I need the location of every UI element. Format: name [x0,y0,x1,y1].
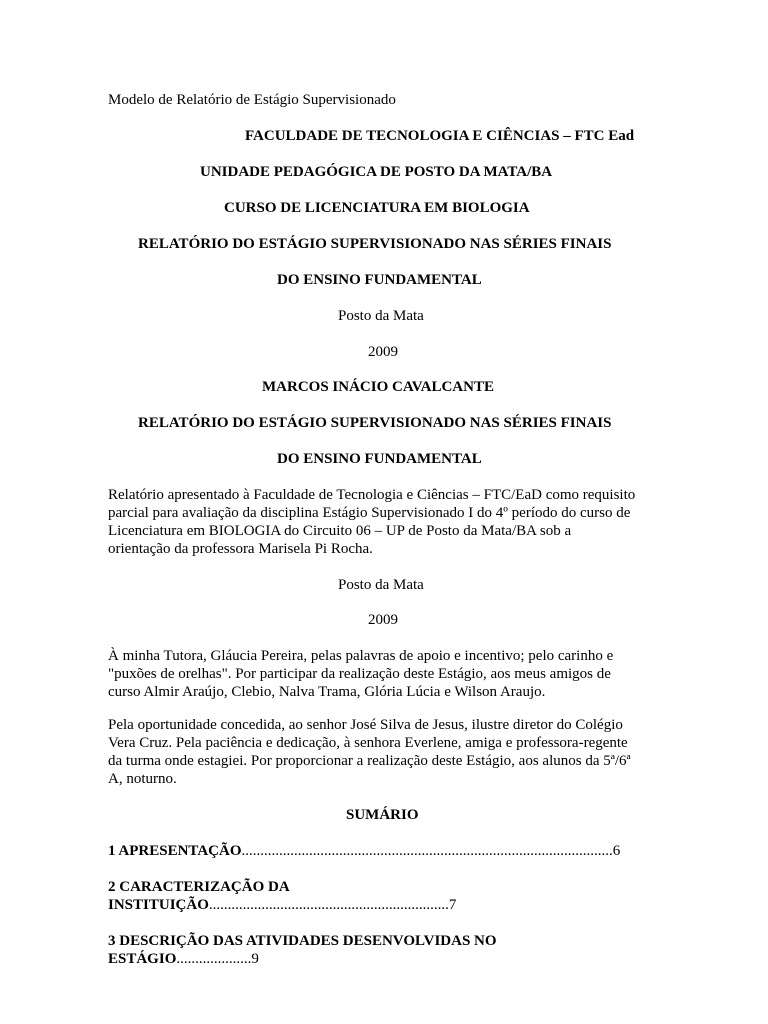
city-label-1: Posto da Mata [338,308,424,324]
presentation-line: Relatório apresentado à Faculdade de Tecnologia e Ciências – FTC/EaD como requisito [108,487,636,503]
toc-entry-page: 7 [448,897,457,913]
toc-entry-dots: .................... [176,951,252,967]
acknowledgement-line: À minha Tutora, Gláucia Pereira, pelas palavras de apoio e incentivo; pelo carinho e [108,648,614,664]
unit-heading: UNIDADE PEDAGÓGICA DE POSTO DA MATA/BA [200,164,553,180]
year-label-1: 2009 [368,344,398,360]
toc-entry-title: ESTÁGIO [108,951,177,967]
toc-entry-3-line-2[interactable] [108,950,259,968]
acknowledgement-line: Pela oportunidade concedida, ao senhor José Silva de Jesus, ilustre diretor do Colégio [108,717,623,733]
toc-entry-1[interactable] [108,842,620,860]
toc-entry-page: 9 [251,951,259,967]
report-title-line-2: DO ENSINO FUNDAMENTAL [277,272,482,288]
toc-entry-dots: ................................................................................................... [241,843,613,859]
city-label-2: Posto da Mata [338,577,424,593]
summary-heading: SUMÁRIO [346,807,419,823]
document-top-title: Modelo de Relatório de Estágio Supervisionado [108,92,396,108]
presentation-line: orientação da professora Marisela Pi Rocha. [108,541,373,557]
presentation-line: Licenciatura em BIOLOGIA do Circuito 06 – UP de Posto da Mata/BA sob a [108,523,572,539]
toc-entry-2-line-1[interactable] [108,878,290,896]
year-label-2: 2009 [368,612,398,628]
report-title-line-4: DO ENSINO FUNDAMENTAL [277,451,482,467]
toc-entry-3-line-1[interactable] [108,932,497,950]
acknowledgement-line: "puxões de orelhas". Por participar da realização deste Estágio, aos meus amigos de [108,666,611,682]
toc-entry-page: 6 [612,843,621,859]
report-title-line-1: RELATÓRIO DO ESTÁGIO SUPERVISIONADO NAS SÉRIES FINAIS [138,236,612,252]
toc-entry-dots: ................................................................ [208,897,449,913]
acknowledgement-line: da turma onde estagiei. Por proporcionar a realização deste Estágio, aos alunos da 5ª/6ª [108,753,631,769]
acknowledgement-line: A, noturno. [108,771,177,787]
faculty-heading: FACULDADE DE TECNOLOGIA E CIÊNCIAS – FTC Ead [245,128,635,144]
report-title-line-3: RELATÓRIO DO ESTÁGIO SUPERVISIONADO NAS SÉRIES FINAIS [138,415,612,431]
course-heading: CURSO DE LICENCIATURA EM BIOLOGIA [224,200,530,216]
acknowledgement-line: Vera Cruz. Pela paciência e dedicação, à senhora Everlene, amiga e professora-regente [108,735,628,751]
acknowledgement-line: curso Almir Araújo, Clebio, Nalva Trama, Glória Lúcia e Wilson Araujo. [108,684,546,700]
toc-entry-title: 3 DESCRIÇÃO DAS ATIVIDADES DESENVOLVIDAS NO [108,933,497,949]
toc-entry-title: INSTITUIÇÃO [108,897,209,913]
toc-entry-title: 2 CARACTERIZAÇÃO DA [108,879,290,895]
toc-entry-2-line-2[interactable] [108,896,456,914]
toc-entry-title: 1 APRESENTAÇÃO [108,843,242,859]
author-name: MARCOS INÁCIO CAVALCANTE [262,379,494,395]
presentation-line: parcial para avaliação da disciplina Estágio Supervisionado I do 4º período do curso de [108,505,631,521]
